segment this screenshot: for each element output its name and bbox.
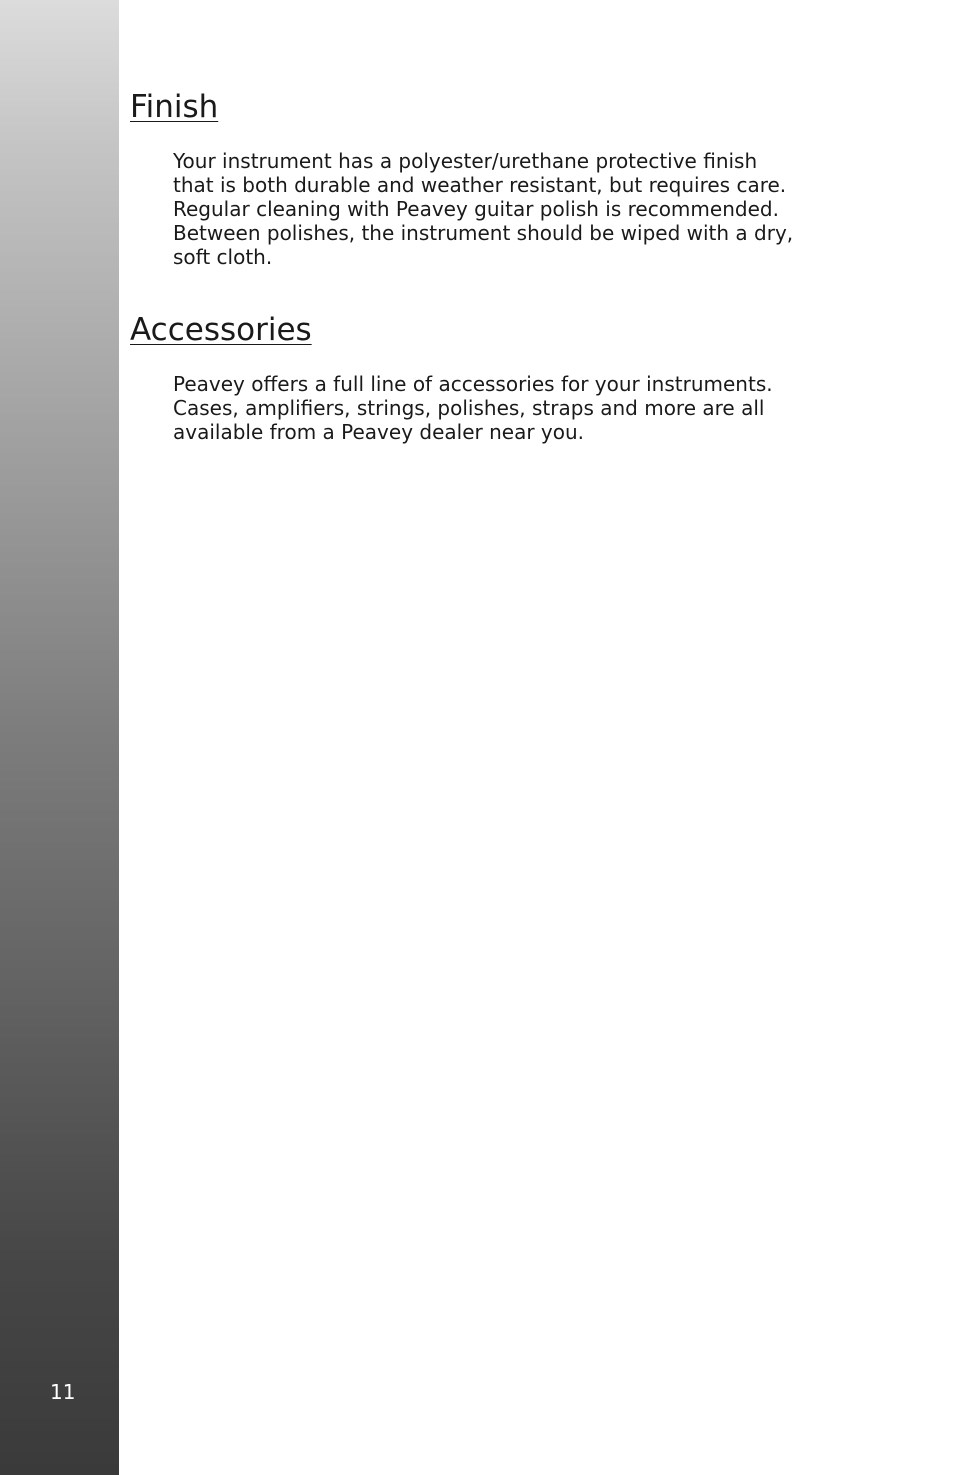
body-line: Peavey offers a full line of accessories for your instruments. <box>173 372 773 396</box>
section-finish <box>130 85 850 269</box>
body-line: that is both durable and weather resistant, but requires care. <box>173 173 787 197</box>
body-line: Cases, amplifiers, strings, polishes, straps and more are all <box>173 396 765 420</box>
side-bar <box>0 0 119 1475</box>
body-line: Between polishes, the instrument should be wiped with a dry, <box>173 221 794 245</box>
section-heading-accessories: Accessories <box>130 312 312 348</box>
body-line: Regular cleaning with Peavey guitar polish is recommended. <box>173 197 779 221</box>
body-line: Your instrument has a polyester/urethane protective finish <box>173 149 758 173</box>
body-line: available from a Peavey dealer near you. <box>173 420 585 444</box>
page-content <box>130 85 850 444</box>
section-body-finish <box>173 149 853 269</box>
section-heading-finish: Finish <box>130 89 219 125</box>
section-body-accessories <box>173 372 853 444</box>
section-accessories <box>130 308 850 444</box>
page-number: 11 <box>50 1380 76 1404</box>
body-line: soft cloth. <box>173 245 273 269</box>
